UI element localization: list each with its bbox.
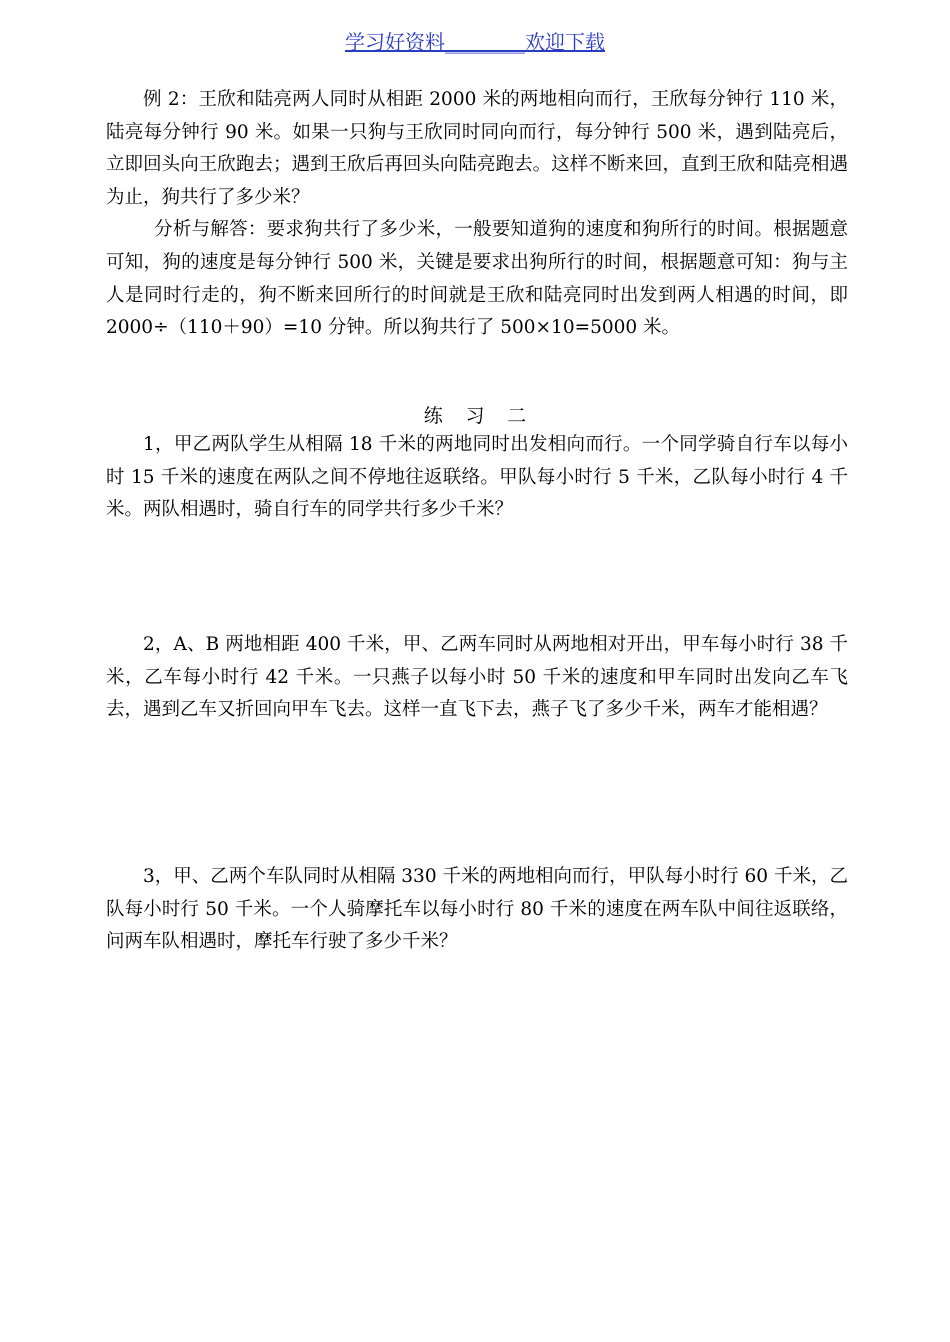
- question-text: 3，甲、乙两个车队同时从相隔 330 千米的两地相向而行，甲队每小时行 60 千米，乙队每小时行 50 千米。一个人骑摩托车以每小时行 80 千米的速度在两车队中间往返联络，问两车队相遇时，摩托车行驶了多少千米？: [106, 866, 848, 953]
- header-right-text: 欢迎下载: [525, 30, 605, 54]
- practice-title: 练习二: [423, 405, 550, 427]
- header-separator: ________: [445, 30, 525, 54]
- example-block: [106, 84, 848, 345]
- example-problem: 例 2：王欣和陆亮两人同时从相距 2000 米的两地相向而行，王欣每分钟行 110 米，陆亮每分钟行 90 米。如果一只狗与王欣同时同向而行，每分钟行 500 米，遇到陆亮后，立即回头向王欣跑去；遇到王欣后再回头向陆亮跑去。这样不断来回，直到王欣和陆亮相遇为止，狗共行了多少米？: [106, 89, 848, 208]
- example-analysis: 分析与解答：要求狗共行了多少米，一般要知道狗的速度和狗所行的时间。根据题意可知，狗的速度是每分钟行 500 米，关键是要求出狗所行的时间，根据题意可知：狗与主人是同时行走的，狗不断来回所行的时间就是王欣和陆亮同时出发到两人相遇的时间，即 2000÷（110＋90）=10 分钟。所以狗共行了 500×10=5000 米。: [106, 219, 848, 339]
- practice-question-2: [106, 629, 848, 727]
- header-left-text: 学习好资料: [345, 30, 445, 54]
- practice-question-1: [106, 429, 848, 527]
- question-text: 2，A、B 两地相距 400 千米，甲、乙两车同时从两地相对开出，甲车每小时行 38 千米，乙车每小时行 42 千米。一只燕子以每小时 50 千米的速度和甲车同时出发向乙车飞去，遇到乙车又折回向甲车飞去。这样一直飞下去，燕子飞了多少千米，两车才能相遇？: [106, 634, 848, 721]
- page-header: [0, 28, 950, 56]
- header-link[interactable]: [345, 30, 605, 54]
- practice-question-3: [106, 861, 848, 959]
- question-text: 1，甲乙两队学生从相隔 18 千米的两地同时出发相向而行。一个同学骑自行车以每小时 15 千米的速度在两队之间不停地往返联络。甲队每小时行 5 千米，乙队每小时行 4 千米。两队相遇时，骑自行车的同学共行多少千米？: [106, 434, 848, 521]
